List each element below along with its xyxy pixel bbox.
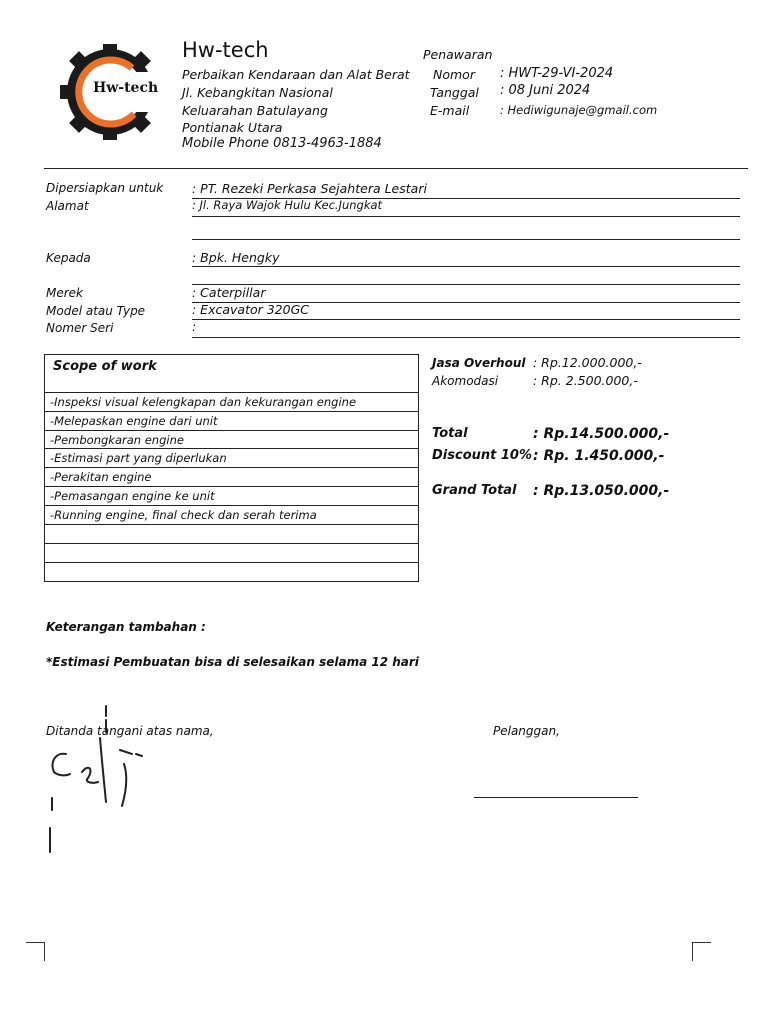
address-line: Jl. Kebangkitan Nasional — [182, 85, 333, 100]
handwritten-signature — [40, 702, 160, 862]
header-divider — [44, 168, 748, 169]
scope-item: -Pemasangan engine ke unit — [50, 489, 215, 503]
field-line — [192, 337, 740, 338]
table-row — [45, 430, 418, 449]
prepared-value: : PT. Rezeki Perkasa Sejahtera Lestari — [192, 181, 427, 196]
scope-of-work-table — [44, 354, 419, 582]
address-line: Perbaikan Kendaraan dan Alat Berat — [182, 67, 410, 82]
address-line: Pontianak Utara — [182, 120, 283, 135]
brand-value: : Caterpillar — [192, 285, 266, 300]
scope-item: -Melepaskan engine dari unit — [50, 414, 218, 428]
model-label: Model atau Type — [46, 304, 146, 318]
scope-title: Scope of work — [53, 359, 157, 374]
customer-label: Pelanggan, — [493, 724, 560, 738]
discount-label: Discount 10% — [432, 448, 532, 463]
company-name: Hw-tech — [182, 38, 269, 62]
date-value: : 08 Juni 2024 — [500, 83, 591, 98]
notes-title: Keterangan tambahan : — [46, 620, 206, 634]
serial-value: : — [192, 319, 197, 334]
table-row — [45, 486, 418, 505]
field-line — [192, 284, 740, 285]
notes-text: *Estimasi Pembuatan bisa di selesaikan selama 12 hari — [46, 655, 419, 669]
field-line — [192, 216, 740, 217]
model-value: : Excavator 320GC — [192, 302, 310, 317]
total-value: : Rp.14.500.000,- — [533, 426, 670, 442]
grand-total-value: : Rp.13.050.000,- — [533, 483, 670, 499]
grand-total-label: Grand Total — [432, 483, 517, 498]
overhaul-value: : Rp.12.000.000,- — [533, 355, 642, 370]
email-value: : Hediwigunaje@gmail.com — [500, 103, 658, 117]
number-label: Nomor — [433, 67, 475, 82]
email-label: E-mail — [430, 103, 470, 118]
scope-item: -Pembongkaran engine — [50, 433, 184, 447]
address-line: Keluarahan Batulayang — [182, 103, 328, 118]
to-label: Kepada — [46, 251, 91, 265]
accommodation-value: : Rp. 2.500.000,- — [533, 373, 638, 388]
field-line — [192, 266, 740, 267]
number-value: : HWT-29-VI-2024 — [500, 66, 614, 81]
accommodation-label: Akomodasi — [432, 374, 499, 388]
discount-value: : Rp. 1.450.000,- — [533, 448, 665, 464]
offer-title: Penawaran — [423, 47, 493, 62]
total-label: Total — [432, 426, 468, 441]
scope-item: -Inspeksi visual kelengkapan dan kekurangan engine — [50, 395, 357, 409]
prepared-label: Dipersiapkan untuk — [46, 181, 164, 195]
table-row — [45, 524, 418, 543]
field-line — [192, 319, 740, 320]
scope-item: -Estimasi part yang diperlukan — [50, 451, 227, 465]
table-row — [45, 562, 418, 581]
customer-signature-line — [474, 797, 638, 798]
serial-label: Nomer Seri — [46, 321, 114, 335]
logo-text: Hw-tech — [93, 80, 159, 96]
table-row — [45, 467, 418, 486]
field-line — [192, 239, 740, 240]
address-label: Alamat — [46, 199, 89, 213]
to-value: : Bpk. Hengky — [192, 250, 280, 265]
brand-label: Merek — [46, 286, 84, 300]
crop-mark — [692, 942, 711, 961]
address-value: : Jl. Raya Wajok Hulu Kec.Jungkat — [192, 198, 383, 212]
scope-item: -Perakitan engine — [50, 470, 152, 484]
phone-number: Mobile Phone 0813-4963-1884 — [182, 136, 382, 151]
crop-mark — [26, 942, 45, 961]
table-row — [45, 411, 418, 430]
table-row — [45, 543, 418, 562]
scope-item: -Running engine, final check dan serah terima — [50, 508, 317, 522]
overhaul-label: Jasa Overhoul — [432, 356, 526, 370]
signature-label: Ditanda tangani atas nama, — [46, 724, 214, 738]
table-row — [45, 505, 418, 524]
date-label: Tanggal — [430, 85, 479, 100]
table-row — [45, 448, 418, 467]
table-row — [45, 392, 418, 411]
